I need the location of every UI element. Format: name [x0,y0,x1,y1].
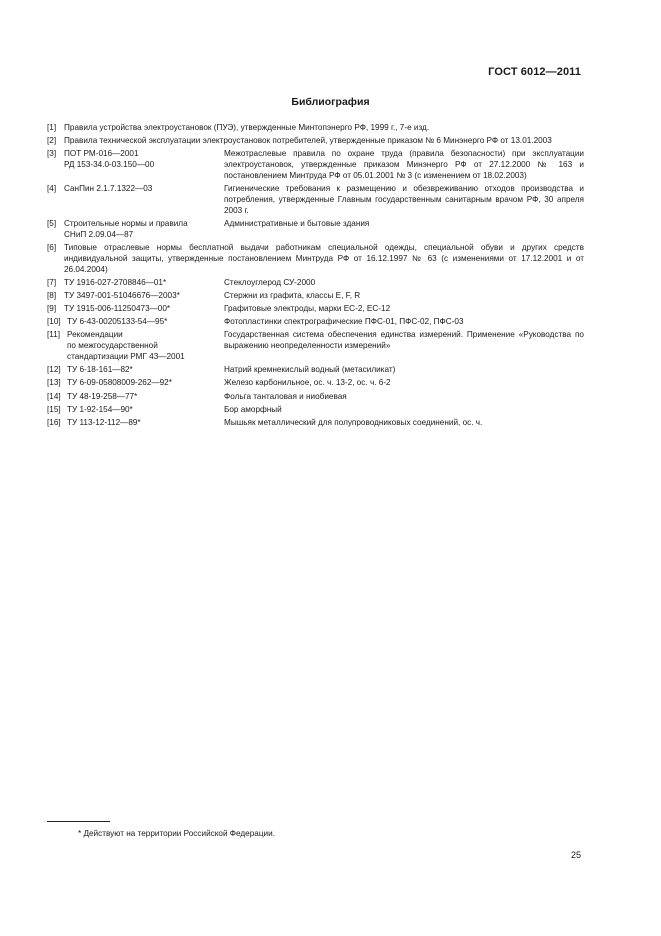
bibliography-entry [47,330,584,362]
entry-number: [8] [47,290,57,300]
entry-number: [1] [47,123,57,132]
entry-document-title: Гигиенические требования к размещению и обезвреживанию отходов производства и потребления, утвержденные Главным государственным санитарным врачом РФ, 30 апреля 2003 г. [224,184,584,215]
entry-document-title: Стеклоуглерод СУ-2000 [224,277,316,287]
bibliography-entry [47,304,584,315]
entry-number: [4] [47,184,57,194]
standard-designation: ГОСТ 6012—2011 [488,66,581,78]
entry-number: [10] [47,317,61,327]
bibliography-entry [47,418,584,429]
entry-document-code: Рекомендации по межгосударственной стандартизации РМГ 43—2001 [67,330,185,362]
entry-document-title: Административные и бытовые здания [224,218,370,228]
entry-document-code: ТУ 6-09-05808009-262—92* [67,378,172,388]
entry-document-title: Железо карбонильное, ос. ч. 13-2, ос. ч. 6-2 [224,378,391,388]
bibliography-entry [47,365,584,376]
section-title: Библиография [291,96,370,108]
bibliography-entry [47,291,584,302]
entry-document-code: ТУ 48-19-258—77* [67,391,138,401]
entry-number: [7] [47,277,57,287]
entry-number: [11] [47,330,61,340]
entry-document-code: ТУ 6-43-00205133-54—95* [67,317,168,327]
entry-document-code: Строительные нормы и правила СНиП 2.09.04—87 [64,218,188,239]
bibliography-list [47,123,584,431]
entry-number: [9] [47,304,57,314]
page-number: 25 [570,850,581,860]
entry-document-code: ТУ 1915-006-11250473—00* [64,304,171,314]
entry-number: [14] [47,391,61,401]
bibliography-entry [47,278,584,289]
entry-document-title: Графитовые электроды, марки ЕС-2, ЕС-12 [224,304,391,314]
footnote: * Действуют на территории Российской Федерации. [78,829,275,838]
bibliography-entry [47,149,584,181]
bibliography-entry [47,219,584,241]
entry-text: Типовые отраслевые нормы бесплатной выдачи работникам специальной одежды, специальной обуви и других средств индивидуальной защиты, утвержденные постановлением Минтруда РФ от 16.12.1997 № 63 (с изменениями от 17.12.2001 и от 26.04.2004) [64,242,584,274]
entry-document-title: Мышьяк металлический для полупроводниковых соединений, ос. ч. [224,417,483,427]
entry-number: [13] [47,378,61,388]
entry-number: [15] [47,404,61,414]
entry-number: [3] [47,149,57,159]
bibliography-entry [47,184,584,216]
entry-document-title: Фольга танталовая и ниобиевая [224,391,347,401]
entry-document-title: Натрий кремнекислый водный (метасиликат) [224,365,396,375]
entry-document-title: Государственная система обеспечения единства измерений. Применение «Руководства по выражению неопределенности измерений» [224,330,584,351]
entry-number: [2] [47,136,57,146]
entry-document-code: ПОТ РМ-016—2001 РД 153-34.0-03.150—00 [64,149,155,170]
bibliography-entry [47,243,584,275]
entry-document-title: Бор аморфный [224,404,282,414]
footnote-divider [47,821,110,822]
bibliography-entry [47,136,584,147]
bibliography-entry [47,378,584,389]
entry-document-title: Стержни из графита, классы E, F, R [224,290,361,300]
bibliography-entry [47,405,584,416]
entry-document-code: ТУ 1-92-154—90* [67,404,133,414]
entry-number: [5] [47,218,57,228]
entry-document-code: ТУ 113-12-112—89* [67,417,141,427]
entry-number: [16] [47,417,61,427]
bibliography-entry [47,392,584,403]
entry-text: Правила устройства электроустановок (ПУЭ), утвержденные Минтопэнерго РФ, 1999 г., 7-е изд. [64,123,430,132]
entry-document-code: ТУ 6-18-161—82* [67,365,133,375]
entry-text: Правила технической эксплуатации электроустановок потребителей, утвержденные приказом № 6 Минэнерго РФ от 13.01.2003 [64,136,552,146]
entry-document-title: Межотраслевые правила по охране труда (правила безопасности) при эксплуатации электроустановок, утвержденные приказом Минэнерго РФ от 27.12.2000 № 163 и постановлением Минтруда РФ от 05.01.2001 № 3 (с изменением от 18.02.2003) [224,149,584,180]
entry-document-code: ТУ 3497-001-51046676—2003* [64,290,180,300]
entry-number: [12] [47,365,61,375]
entry-number: [6] [47,242,57,252]
bibliography-entry [47,317,584,328]
bibliography-entry [47,123,584,134]
entry-document-title: Фотопластинки спектрографические ПФС-01, ПФС-02, ПФС-03 [224,317,464,327]
entry-document-code: ТУ 1916-027-2708846—01* [64,277,167,287]
entry-document-code: СанПин 2.1.7.1322—03 [64,184,153,194]
